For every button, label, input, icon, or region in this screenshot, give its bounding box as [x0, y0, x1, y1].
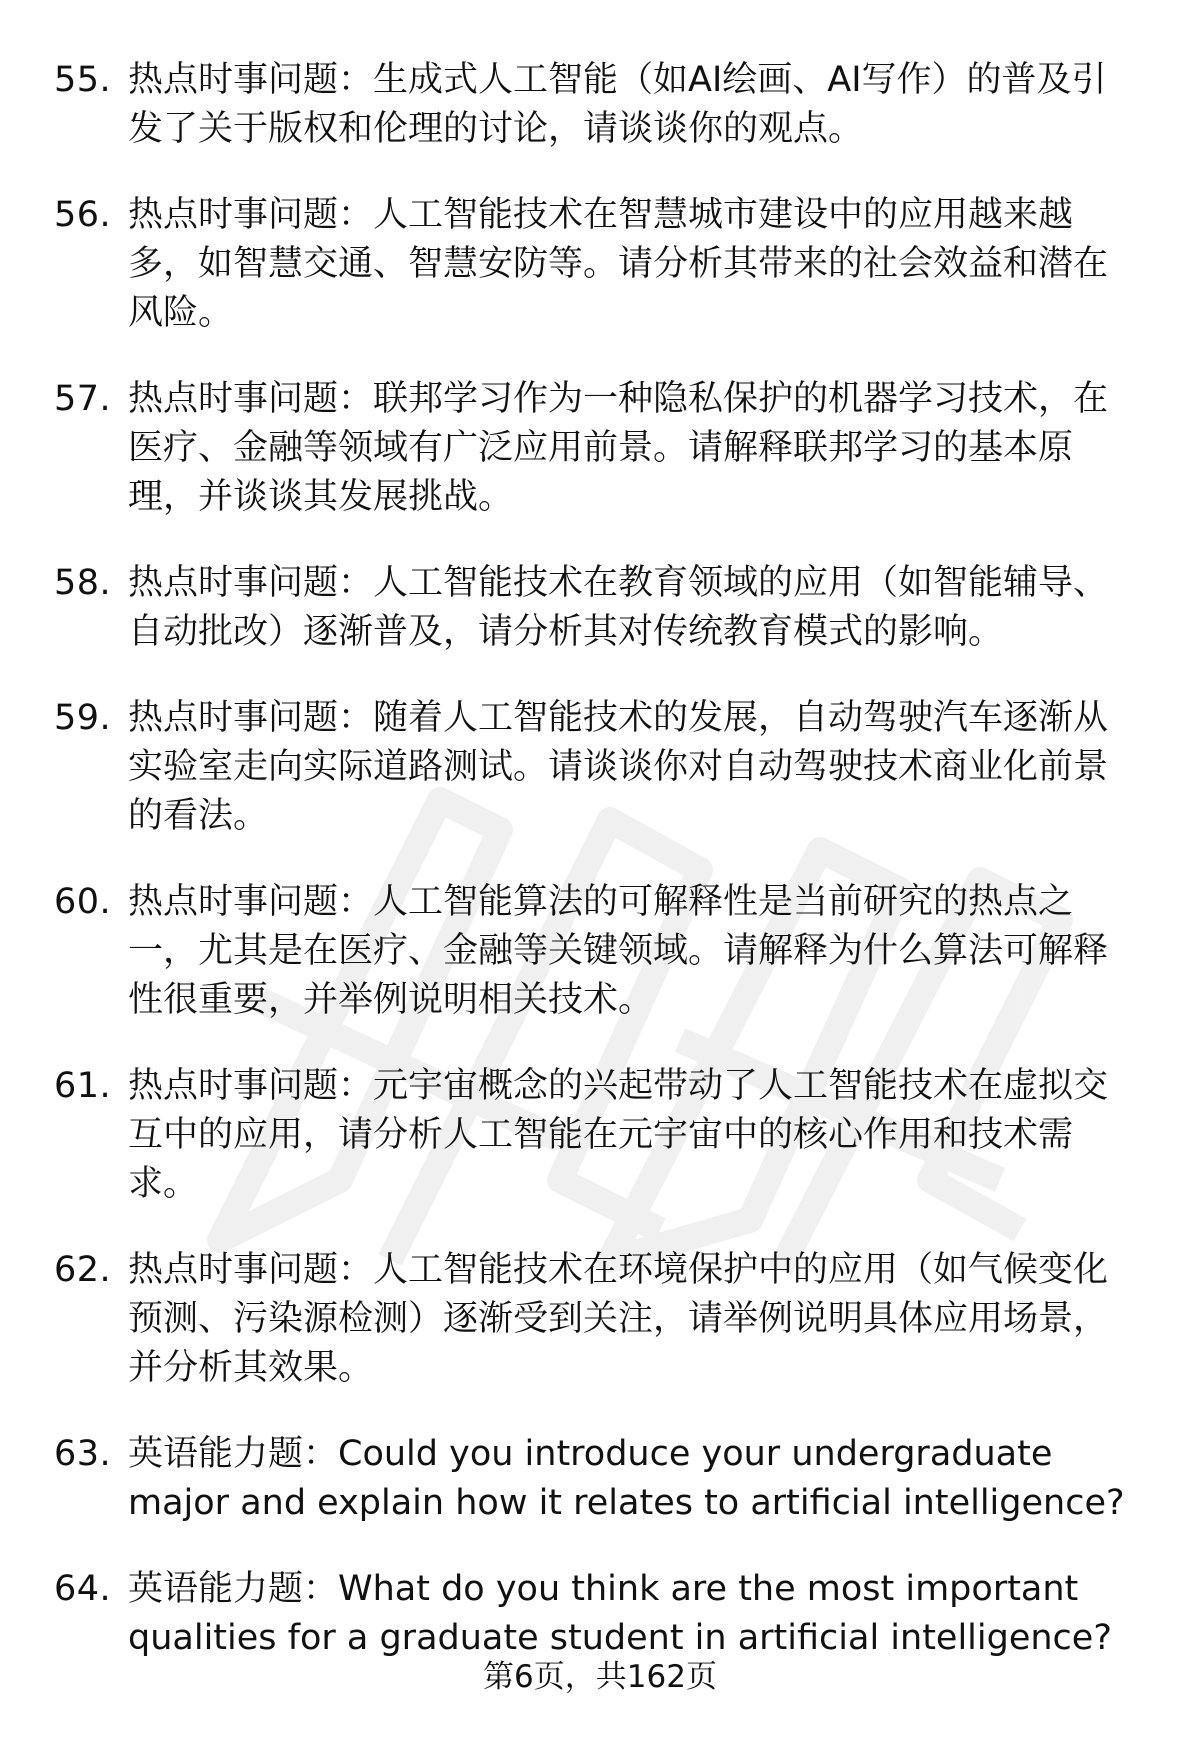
question-number: 56. [54, 195, 112, 235]
question-number: 62. [54, 1250, 112, 1290]
question-text: 热点时事问题：人工智能技术在环境保护中的应用（如气候变化预测、污染源检测）逐渐受到关注，请举例说明具体应用场景，并分析其效果。 [128, 1250, 1109, 1388]
question-number: 61. [54, 1066, 112, 1106]
question-number: 64. [54, 1569, 112, 1609]
list-item [54, 1246, 1140, 1393]
question-number: 58. [54, 563, 112, 603]
list-item [54, 56, 1140, 154]
list-item [54, 375, 1140, 522]
list-item [54, 559, 1140, 657]
question-text: 英语能力题：What do you think are the most important qualities for a graduate student in artificial intelligence? [128, 1569, 1112, 1658]
page-footer [0, 1655, 1200, 1699]
list-item [54, 1062, 1140, 1209]
question-number: 59. [54, 698, 112, 738]
question-list [54, 56, 1140, 1663]
question-text: 热点时事问题：人工智能技术在教育领域的应用（如智能辅导、自动批改）逐渐普及，请分析其对传统教育模式的影响。 [128, 563, 1109, 652]
question-number: 57. [54, 379, 112, 419]
question-text: 热点时事问题：生成式人工智能（如AI绘画、AI写作）的普及引发了关于版权和伦理的讨论，请谈谈你的观点。 [128, 60, 1107, 149]
question-text: 英语能力题：Could you introduce your undergraduate major and explain how it relates to artificial intelligence? [128, 1434, 1125, 1523]
question-number: 60. [54, 882, 112, 922]
question-text: 热点时事问题：元宇宙概念的兴起带动了人工智能技术在虚拟交互中的应用，请分析人工智能在元宇宙中的核心作用和技术需求。 [128, 1066, 1109, 1204]
list-item [54, 1430, 1140, 1528]
question-number: 63. [54, 1434, 112, 1474]
list-item [54, 1565, 1140, 1663]
page-number-label: 第6页，共162页 [483, 1659, 717, 1695]
list-item [54, 878, 1140, 1025]
question-number: 55. [54, 60, 112, 100]
question-text: 热点时事问题：人工智能技术在智慧城市建设中的应用越来越多，如智慧交通、智慧安防等。请分析其带来的社会效益和潜在风险。 [128, 195, 1109, 333]
question-text: 热点时事问题：随着人工智能技术的发展，自动驾驶汽车逐渐从实验室走向实际道路测试。请谈谈你对自动驾驶技术商业化前景的看法。 [128, 698, 1109, 836]
list-item [54, 694, 1140, 841]
question-text: 热点时事问题：联邦学习作为一种隐私保护的机器学习技术，在医疗、金融等领域有广泛应用前景。请解释联邦学习的基本原理，并谈谈其发展挑战。 [128, 379, 1109, 517]
list-item [54, 191, 1140, 338]
question-text: 热点时事问题：人工智能算法的可解释性是当前研究的热点之一，尤其是在医疗、金融等关键领域。请解释为什么算法可解释性很重要，并举例说明相关技术。 [128, 882, 1109, 1020]
